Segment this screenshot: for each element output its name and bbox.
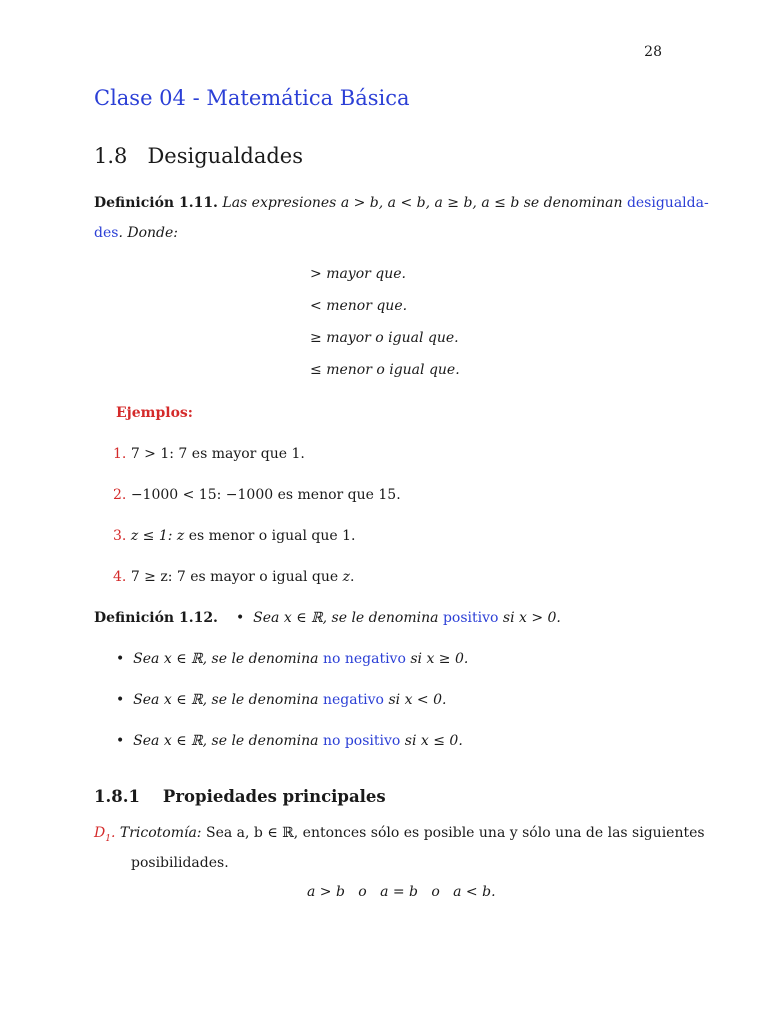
bullet-term: negativo xyxy=(322,692,384,708)
example-math: z ≤ 1: xyxy=(130,528,173,544)
bullet-text: Sea x ∈ ℝ, se le denomina xyxy=(133,733,319,749)
example-text: 7 > 1: 7 es mayor que 1. xyxy=(130,446,305,462)
symbol-row xyxy=(310,330,459,346)
symbol-meaning: menor o igual que. xyxy=(326,362,460,378)
symbol: < xyxy=(310,298,322,314)
definition-bullet-item xyxy=(116,733,463,749)
section-name: Desigualdades xyxy=(147,144,304,168)
example-number: 3. xyxy=(113,528,127,544)
bullet: • xyxy=(116,692,125,708)
bullet-text: Sea x ∈ ℝ, se le denomina xyxy=(253,610,439,626)
subsection-number: 1.8.1 xyxy=(94,787,140,806)
symbol: > xyxy=(310,266,322,282)
symbol: ≥ xyxy=(310,330,322,346)
definition-1-11-line1 xyxy=(94,195,709,211)
example-text: 7 ≥ z: 7 es mayor o igual que xyxy=(130,569,339,585)
symbol-row xyxy=(310,298,407,314)
definition-text-after: . Donde: xyxy=(118,225,178,241)
example-math: z xyxy=(338,569,350,585)
definition-bullet-item xyxy=(116,651,468,667)
definition-bullet-item xyxy=(116,692,446,708)
property-name: Tricotomía: xyxy=(119,825,202,841)
bullet: • xyxy=(116,733,125,749)
property-label xyxy=(94,825,116,844)
example-item xyxy=(113,446,305,462)
bullet-condition: si x ≤ 0. xyxy=(404,733,463,749)
section-title xyxy=(94,144,303,168)
definition-1-12-row xyxy=(94,610,218,626)
symbol-row xyxy=(310,266,406,282)
chapter-title: Clase 04 - Matemática Básica xyxy=(94,86,410,110)
definition-term: desigualda- xyxy=(626,195,709,211)
example-text: es menor o igual que 1. xyxy=(184,528,356,544)
example-math: z xyxy=(172,528,185,544)
definition-text: Las expresiones a > b, a < b, a ≥ b, a ≤ b se denominan xyxy=(222,195,623,211)
property-letter: D xyxy=(94,825,106,841)
bullet-condition: si x ≥ 0. xyxy=(410,651,469,667)
bullet-text: Sea x ∈ ℝ, se le denomina xyxy=(133,651,319,667)
definition-label: Definición 1.12. xyxy=(94,610,218,626)
property-d1-line2: posibilidades. xyxy=(131,855,229,871)
section-number: 1.8 xyxy=(94,144,128,168)
property-subscript: 1 xyxy=(105,833,111,844)
symbol-meaning: mayor o igual que. xyxy=(326,330,459,346)
definition-label: Definición 1.11. xyxy=(94,195,218,211)
symbol: ≤ xyxy=(310,362,322,378)
definition-1-11-line2 xyxy=(94,225,178,241)
bullet-condition: si x < 0. xyxy=(388,692,447,708)
example-number: 1. xyxy=(113,446,127,462)
definition-term-cont: des xyxy=(94,225,119,241)
symbol-meaning: mayor que. xyxy=(326,266,407,282)
example-text: −1000 < 15: −1000 es menor que 15. xyxy=(130,487,401,503)
bullet: • xyxy=(116,651,125,667)
property-dot: . xyxy=(110,825,116,841)
definition-bullet-item xyxy=(236,610,561,626)
bullet: • xyxy=(236,610,245,626)
example-text: . xyxy=(349,569,355,585)
symbol-row xyxy=(310,362,460,378)
bullet-term: no negativo xyxy=(322,651,406,667)
bullet-condition: si x > 0. xyxy=(502,610,561,626)
symbol-meaning: menor que. xyxy=(326,298,408,314)
page-number: 28 xyxy=(644,44,662,60)
subsection-name: Propiedades principales xyxy=(162,787,386,806)
bullet-term: positivo xyxy=(442,610,499,626)
bullet-text: Sea x ∈ ℝ, se le denomina xyxy=(133,692,319,708)
subsection-title xyxy=(94,787,386,806)
property-formula: a > b o a = b o a < b. xyxy=(307,884,496,900)
example-item xyxy=(113,569,354,585)
example-item xyxy=(113,528,355,544)
example-number: 4. xyxy=(113,569,127,585)
examples-heading: Ejemplos: xyxy=(116,405,193,421)
bullet-term: no positivo xyxy=(322,733,401,749)
property-text: Sea a, b ∈ ℝ, entonces sólo es posible una y sólo una de las siguientes xyxy=(205,825,705,841)
property-d1-line1 xyxy=(94,825,705,844)
example-item xyxy=(113,487,401,503)
example-number: 2. xyxy=(113,487,127,503)
